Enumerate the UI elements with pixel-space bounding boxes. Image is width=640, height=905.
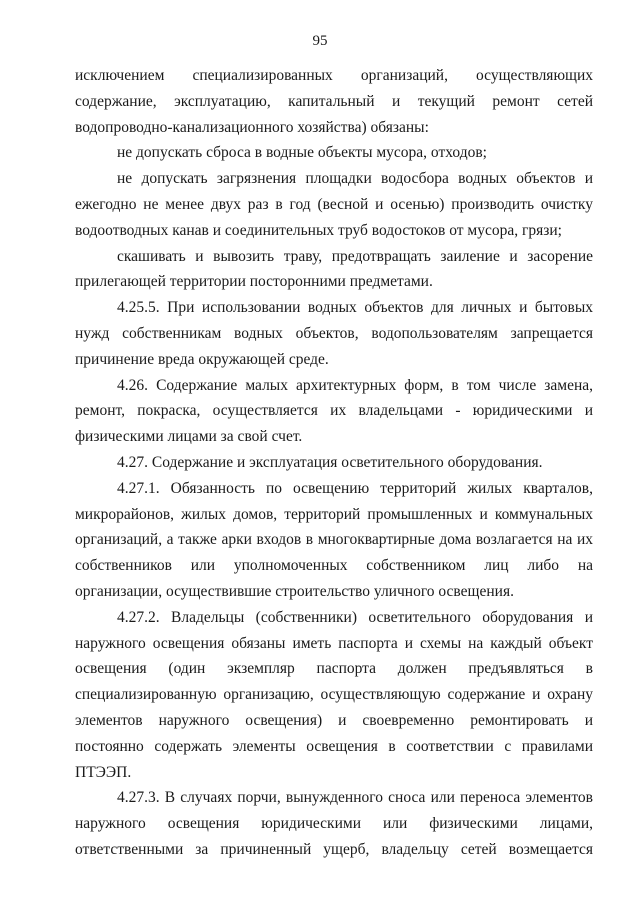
paragraph-no-dumping: не допускать сброса в водные объекты мусора, отходов; <box>117 144 487 162</box>
paragraph-mowing: скашивать и вывозить траву, предотвращать заиление и засорение прилегающей территории посторонними предметами. <box>75 247 593 291</box>
paragraph-4-27-1: 4.27.1. Обязанность по освещению территорий жилых кварталов, микрорайонов, жилых домов, территорий промышленных и коммунальных организаций, а также арки входов в многоквартирные дома возлагается на их собственников или уполномоченных собственником лиц либо на организации, осуществившие строительство уличного освещения. <box>75 479 593 600</box>
page-number: 95 <box>312 33 328 49</box>
document-body <box>75 63 593 863</box>
paragraph-4-26: 4.26. Содержание малых архитектурных форм, в том числе замена, ремонт, покраска, осуществляется их владельцами - юридическими и физическими лицами за свой счет. <box>75 376 593 446</box>
paragraph-4-27-heading: 4.27. Содержание и эксплуатация осветительного оборудования. <box>117 453 543 471</box>
paragraph-4-27-2: 4.27.2. Владельцы (собственники) осветительного оборудования и наружного освещения обязаны иметь паспорта и схемы на каждый объект освещения (один экземпляр паспорта должен предъявляться в специализированную организацию, осуществляющую содержание и охрану элементов наружного освещения) и своевременно ремонтировать и постоянно содержать элементы освещения в соответствии с правилами ПТЭЭП. <box>75 608 593 781</box>
paragraph-continuation: исключением специализированных организаций, осуществляющих содержание, эксплуатацию, капитальный и текущий ремонт сетей водопроводно-канализационного хозяйства) обязаны: <box>75 67 593 136</box>
paragraph-4-27-3: 4.27.3. В случаях порчи, вынужденного сноса или переноса элементов наружного освещения юридическими или физическими лицами, ответственными за причиненный ущерб, владельцу сетей возмещается <box>75 789 593 858</box>
paragraph-4-25-5: 4.25.5. При использовании водных объектов для личных и бытовых нужд собственникам водных объектов, водопользователям запрещается причинение вреда окружающей среде. <box>75 299 593 368</box>
paragraph-no-pollution: не допускать загрязнения площадки водосбора водных объектов и ежегодно не менее двух раз в год (весной и осенью) производить очистку водоотводных канав и соединительных труб водостоков от мусора, грязи; <box>75 170 593 239</box>
